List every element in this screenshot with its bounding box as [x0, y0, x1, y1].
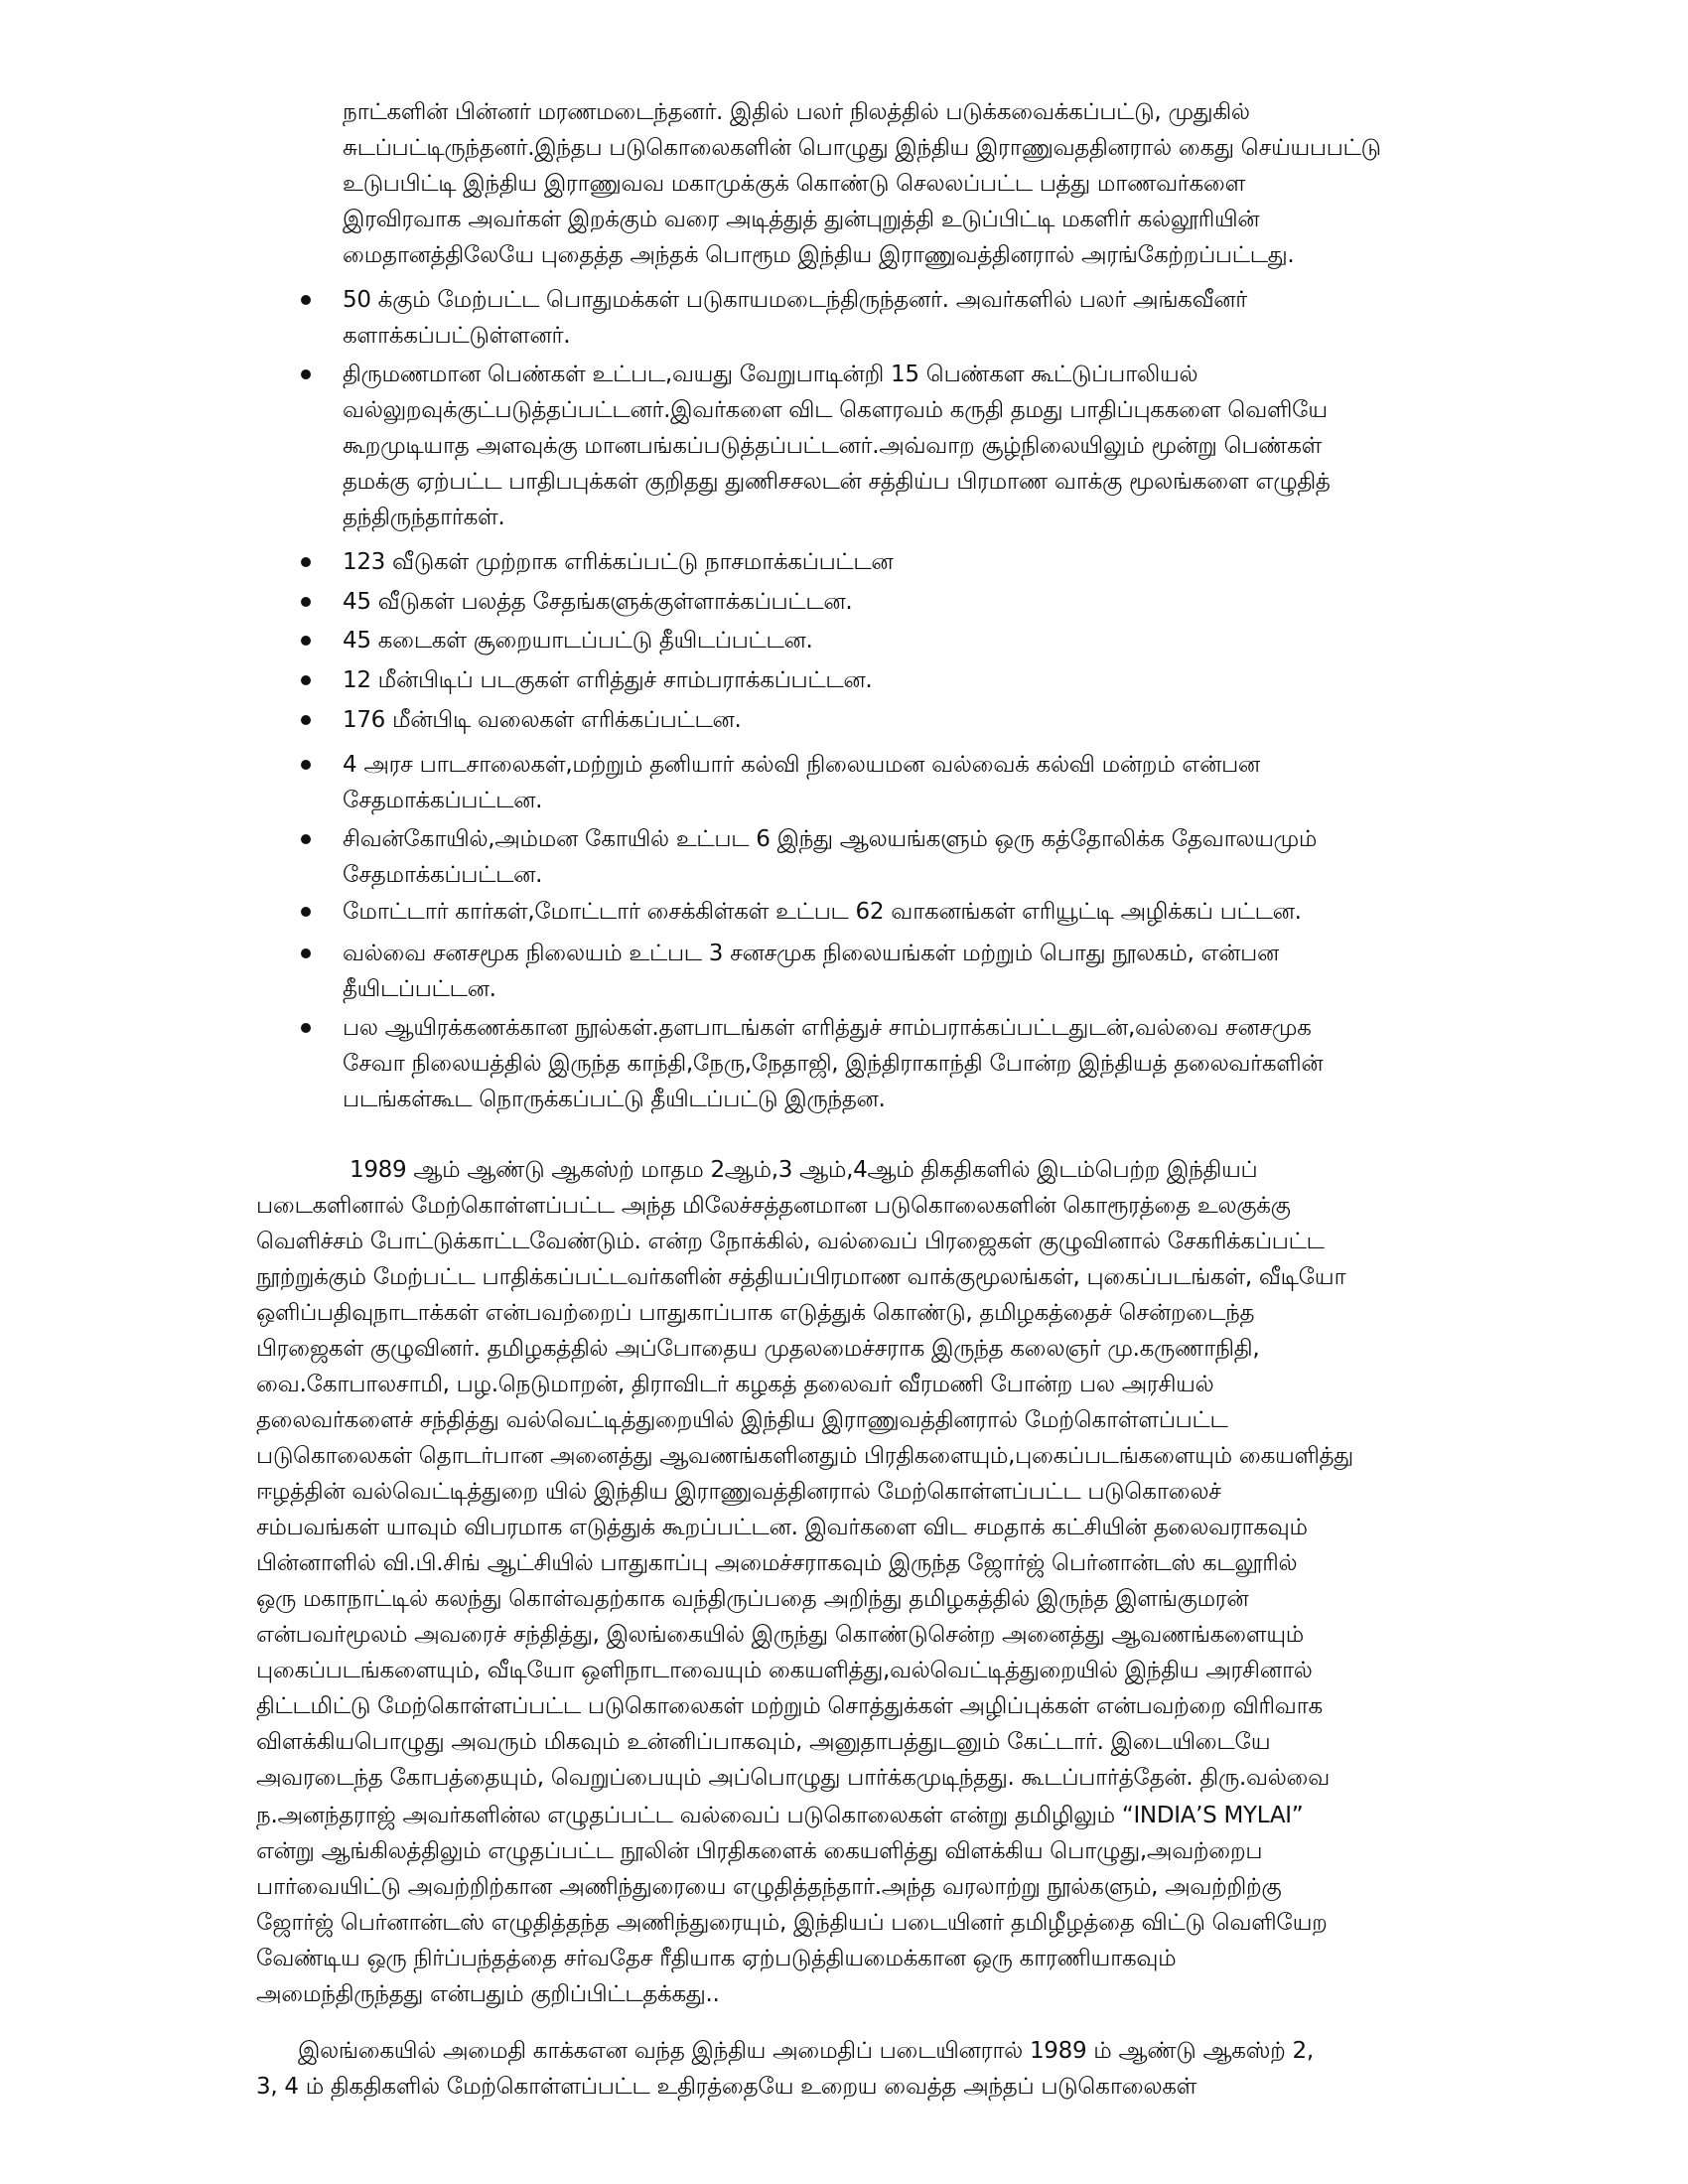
- text-line: தமக்கு ஏற்பட்ட பாதிபபுக்கள் குறிதது துணிசசலடன் சத்திய்ப பிரமாண வாக்கு மூலங்களை எழுதித்: [343, 469, 1331, 495]
- text-line: ஜோர்ஜ் பெர்னான்டஸ் எழுதித்தந்த அணிந்துரையும், இந்தியப் படையினர் தமிழீழத்தை விட்டு வெளியேற: [256, 1910, 1328, 1936]
- text-line: 45 கடைகள் சூறையாடப்பட்டு தீயிடப்பட்டன.: [343, 628, 813, 654]
- text-line: விளக்கியபொழுது அவரும் மிகவும் உன்னிப்பாகவும், அனுதாபத்துடனும் கேட்டார். இடையிடையே: [256, 1729, 1271, 1755]
- text-line: படங்கள்கூட நொருக்கப்பட்டு தீயிடப்பட்டு இருந்தன.: [343, 1087, 886, 1112]
- text-line: 1989 ஆம் ஆண்டு ஆகஸ்ற் மாதம 2ஆம்,3 ஆம்,4ஆம் திகதிகளில் இடம்பெற்ற இந்தியப்: [350, 1157, 1258, 1183]
- text-line: வை.கோபாலசாமி, பழ.நெடுமாறன், திராவிடர் கழகத் தலைவர் வீரமணி போன்ற பல அரசியல்: [256, 1372, 1214, 1397]
- text-line: நூற்றுக்கும் மேற்பட்ட பாதிக்கப்பட்டவர்களின் சத்தியப்பிரமாண வாக்குமூலங்கள், புகைப்படங்கள், வீடியோ: [256, 1264, 1346, 1290]
- text-line: சேதமாக்கப்பட்டன.: [343, 788, 543, 813]
- text-line: பல ஆயிரக்கணக்கான நூல்கள்.தளபாடங்கள் எரித்துச் சாம்பராக்கப்பட்டதுடன்,வல்வை சனசமுக: [343, 1015, 1312, 1041]
- text-line: உடுபபிட்டி இந்திய இராணுவவ மகாமுக்குக் கொண்டு செலலப்பட்ட பத்து மாணவர்களை: [343, 171, 1246, 197]
- text-line: சுடப்பட்டிருந்தனர்.இந்தப படுகொலைகளின் பொழுது இந்திய இராணுவததினரால் கைது செய்யபபட்டு: [343, 135, 1381, 161]
- bullet-icon: [301, 948, 311, 958]
- text-line: ந.அனந்தராஜ் அவர்களின்ல எழுதப்பட்ட வல்வைப் படுகொலைகள் என்று தமிழிலும் “INDIA’S MYLAI”: [256, 1803, 1304, 1828]
- bullet-icon: [301, 675, 311, 685]
- text-line: கூறமுடியாத அளவுக்கு மானபங்கப்படுத்தப்பட்டனர்.அவ்வாற சூழ்நிலையிலும் மூன்று பெண்கள்: [343, 433, 1323, 459]
- text-line: என்று ஆங்கிலத்திலும் எழுதப்பட்ட நூலின் பிரதிகளைக் கையளித்து விளக்கிய பொழுது,அவற்றைப: [256, 1838, 1263, 1864]
- text-line: பிரஜைகள் குழுவினர். தமிழகத்தில் அப்போதைய முதலமைச்சராக இருந்த கலைஞர் மு.கருணாநிதி,: [256, 1336, 1260, 1362]
- text-line: தீயிடப்பட்டன.: [343, 976, 496, 1002]
- text-line: வல்லுறவுக்குட்படுத்தப்பட்டனர்.இவர்களை விட கௌரவம் கருதி தமது பாதிப்புககளை வெளியே: [343, 397, 1328, 423]
- text-line: திட்டமிட்டு மேற்கொள்ளப்பட்ட படுகொலைகள் மற்றும் சொத்துக்கள் அழிப்புக்கள் என்பவற்றை விரிவாக: [256, 1693, 1323, 1719]
- text-line: தலைவர்களைச் சந்தித்து வல்வெட்டித்துறையில் இந்திய இராணுவத்தினரால் மேற்கொள்ளப்பட்ட: [256, 1407, 1228, 1433]
- bullet-icon: [301, 295, 311, 305]
- text-line: 3, 4 ம் திகதிகளில் மேற்கொள்ளப்பட்ட உதிரத்தையே உறைய வைத்த அந்தப் படுகொலைகள்: [256, 2074, 1197, 2100]
- text-line: 12 மீன்பிடிப் படகுகள் எரித்துச் சாம்பராக்கப்பட்டன.: [343, 667, 873, 693]
- bullet-icon: [301, 636, 311, 646]
- bullet-icon: [301, 369, 311, 379]
- text-line: நாட்களின் பின்னர் மரணமடைந்தனர். இதில் பலர் நிலத்தில் படுக்கவைக்கப்பட்டு, முதுகில்: [343, 99, 1250, 125]
- bullet-icon: [301, 760, 311, 770]
- text-line: இலங்கையில் அமைதி காக்கஎன வந்த இந்திய அமைதிப் படையினரால் 1989 ம் ஆண்டு ஆகஸ்ற் 2,: [298, 2038, 1314, 2064]
- text-line: ஒரு மகாநாட்டில் கலந்து கொள்வதற்காக வந்திருப்பதை அறிந்து தமிழகத்தில் இருந்த இளங்குமரன்: [256, 1586, 1249, 1612]
- text-line: வேண்டிய ஒரு நிர்ப்பந்தத்தை சர்வதேச ரீதியாக ஏற்படுத்தியமைக்கான ஒரு காரணியாகவும்: [256, 1946, 1177, 1971]
- text-line: 123 வீடுகள் முற்றாக எரிக்கப்பட்டு நாசமாக்கப்பட்டன: [343, 549, 894, 575]
- bullet-icon: [301, 834, 311, 844]
- text-line: சம்பவங்கள் யாவும் விபரமாக எடுத்துக் கூறப்பட்டன. இவர்களை விட சமதாக் கட்சியின் தலைவராகவும்: [256, 1515, 1308, 1540]
- text-line: இரவிரவாக அவர்கள் இறக்கும் வரை அடித்துத் துன்புறுத்தி உடுப்பிட்டி மகளிர் கல்லூரியின்: [343, 207, 1260, 232]
- text-line: அவரடைந்த கோபத்தையும், வெறுப்பையும் அப்பொழுது பார்க்கமுடிந்தது. கூடப்பார்த்தேன். திரு.வல்வை: [256, 1765, 1330, 1791]
- text-line: படுகொலைகள் தொடர்பான அனைத்து ஆவணங்களினதும் பிரதிகளையும்,புகைப்படங்களையும் கையளித்து: [256, 1443, 1353, 1469]
- text-line: சேதமாக்கப்பட்டன.: [343, 862, 543, 888]
- text-line: 45 வீடுகள் பலத்த சேதங்களுக்குள்ளாக்கப்பட்டன.: [343, 589, 853, 615]
- text-line: என்பவர்மூலம் அவரைச் சந்தித்து, இலங்கையில் இருந்து கொண்டுசென்ற அனைத்து ஆவணங்களையும்: [256, 1622, 1304, 1648]
- text-line: வல்வை சனசமூக நிலையம் உட்பட 3 சனசமுக நிலையங்கள் மற்றும் பொது நூலகம், என்பன: [343, 941, 1279, 966]
- bullet-icon: [301, 1023, 311, 1033]
- bullet-icon: [301, 715, 311, 725]
- text-line: மோட்டார் கார்கள்,மோட்டார் சைக்கிள்கள் உட்பட 62 வாகனங்கள் எரியூட்டி அழிக்கப் பட்டன.: [343, 899, 1302, 925]
- text-line: ஈழத்தின் வல்வெட்டித்துறை யில் இந்திய இராணுவத்தினரால் மேற்கொள்ளப்பட்ட படுகொலைச்: [256, 1479, 1221, 1505]
- text-line: சிவன்கோயில்,அம்மன கோயில் உட்பட 6 இந்து ஆலயங்களும் ஒரு கத்தோலிக்க தேவாலயமும்: [343, 826, 1318, 852]
- text-line: தந்திருந்தார்கள்.: [343, 505, 505, 530]
- text-line: வெளிச்சம் போட்டுக்காட்டவேண்டும். என்ற நோக்கில், வல்வைப் பிரஜைகள் குழுவினால் சேகரிக்கப்பட்ட: [256, 1229, 1325, 1254]
- bullet-icon: [301, 597, 311, 607]
- text-line: 176 மீன்பிடி வலைகள் எரிக்கப்பட்டன.: [343, 707, 742, 733]
- text-line: ஒளிப்பதிவுநாடாக்கள் என்பவற்றைப் பாதுகாப்பாக எடுத்துக் கொண்டு, தமிழகத்தைச் சென்றடைந்த: [256, 1300, 1255, 1326]
- text-line: 4 அரச பாடசாலைகள்,மற்றும் தனியார் கல்வி நிலையமன வல்வைக் கல்வி மன்றம் என்பன: [343, 752, 1260, 778]
- text-line: திருமணமான பெண்கள் உட்பட,வயது வேறுபாடின்றி 15 பெண்கள கூட்டுப்பாலியல்: [343, 362, 1198, 387]
- text-line: அமைந்திருந்தது என்பதும் குறிப்பிட்டதக்கது..: [256, 1981, 720, 2007]
- text-line: 50 க்கும் மேற்பட்ட பொதுமக்கள் படுகாயமடைந்திருந்தனர். அவர்களில் பலர் அங்கவீனர்: [343, 287, 1248, 313]
- text-line: பார்வையிட்டு அவற்றிற்கான அணிந்துரையை எழுதித்தந்தார்.அந்த வரலாற்று நூல்களும், அவற்றிற்கு: [256, 1874, 1282, 1900]
- text-line: பின்னாளில் வி.பி.சிங் ஆட்சியில் பாதுகாப்பு அமைச்சராகவும் இருந்த ஜோர்ஜ் பெர்னான்டஸ் கடலூரில்: [256, 1550, 1298, 1576]
- text-line: மைதானத்திலேயே புதைத்த அந்தக் பொரூம இந்திய இராணுவத்தினரால் அரங்கேற்றப்பட்டது.: [343, 242, 1295, 268]
- text-line: களாக்கப்பட்டுள்ளனர்.: [343, 323, 571, 349]
- text-line: படைகளினால் மேற்கொள்ளப்பட்ட அந்த மிலேச்சத்தனமான படுகொலைகளின் கொரூரத்தை உலகுக்கு: [256, 1193, 1291, 1219]
- bullet-icon: [301, 557, 311, 567]
- bullet-icon: [301, 907, 311, 917]
- text-line: சேவா நிலையத்தில் இருந்த காந்தி,நேரு,நேதாஜி, இந்திராகாந்தி போன்ற இந்தியத் தலைவர்களின்: [343, 1051, 1324, 1077]
- text-line: புகைப்படங்களையும், வீடியோ ஒளிநாடாவையும் கையளித்து,வல்வெட்டித்துறையில் இந்திய அரசினால்: [256, 1658, 1313, 1683]
